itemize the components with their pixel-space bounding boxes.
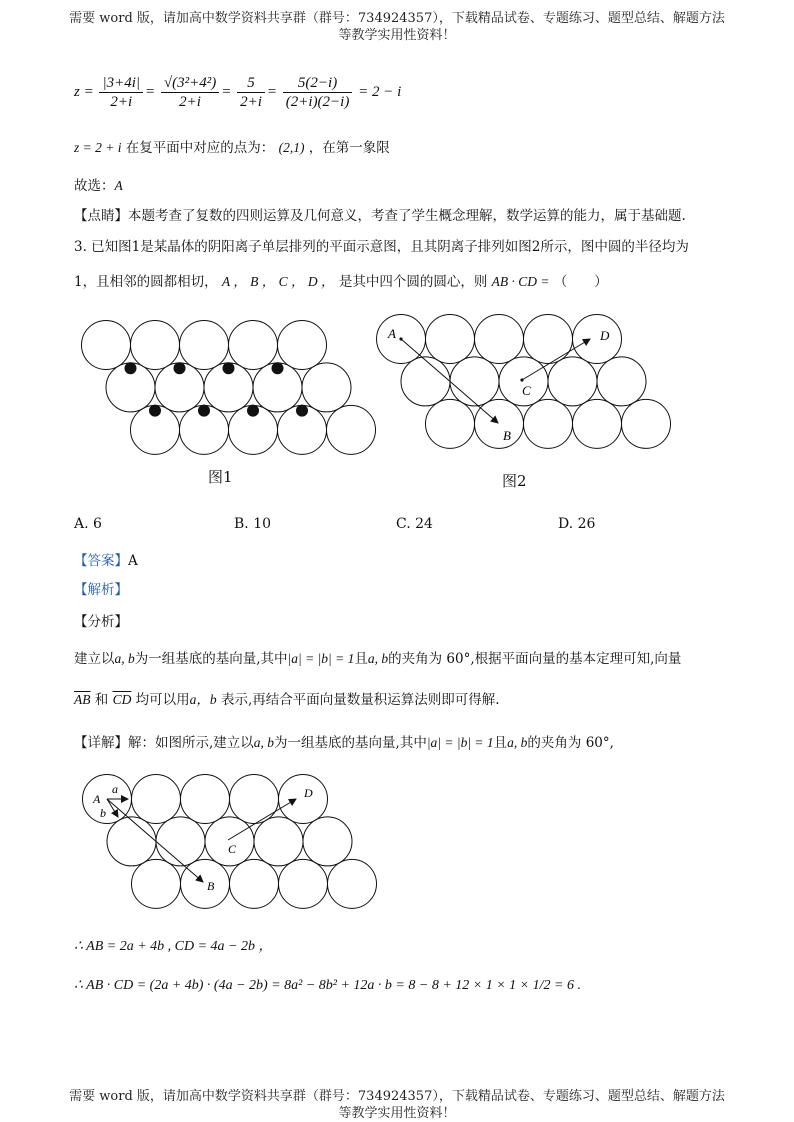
z-label: z = (74, 83, 94, 100)
conj-tail: ，在第一象限 (308, 140, 390, 156)
lattice-circle (156, 817, 205, 866)
vector-ab-arrow-3 (107, 799, 203, 882)
label-a-vec: a (112, 782, 118, 796)
footer-line-1: 需要 word 版，请加高中数学资料共享群（群号：734924357），下载精品试卷、专题练习、题型总结、解题方法 (69, 1089, 725, 1104)
vector-cd-arrow-3 (228, 799, 296, 840)
label-b-vec: b (100, 806, 106, 820)
answer-value: A (128, 553, 138, 569)
fenxi-line-1: 建立以a, b为一组基底的基向量,其中|a| = |b| = 1且a, b的夹角为 60°,根据平面向量的基本定理可知,向量 (74, 651, 682, 667)
conj-point: (2,1) (278, 140, 305, 155)
lattice-circle (132, 775, 181, 824)
figure-2-caption: 图2 (502, 472, 527, 490)
lattice-circle (230, 775, 279, 824)
lattice-circle (230, 859, 279, 908)
comment-text: 本题考查了复数的四则运算及几何意义，考查了学生概念理解，数学运算的能力，属于基础题. (128, 208, 686, 224)
lattice-circle (328, 859, 377, 908)
z-equation: z = $\frac{|3+4i|}{2+i}$ = $\frac{\text{√(3²+4²)}}{2+i}$ = $\frac{5}{2+i}$ = $\frac{5(2-i)}{(2+i)(2-i)}$ = 2 − i (74, 75, 402, 110)
label-A: A (388, 326, 396, 341)
header-line-2: 等教学实用性资料！ (338, 28, 456, 43)
option-d[interactable]: D. 26 (558, 516, 596, 532)
lattice-circle (132, 859, 181, 908)
lattice-circle (279, 859, 328, 908)
fenxi-tag: 【分析】 (74, 614, 128, 630)
question-points: A ， B ， C ， D ， (221, 274, 335, 289)
label-C-3: C (228, 842, 237, 856)
lattice-circle (303, 817, 352, 866)
frac-2: $\frac{\text{√(3²+4²)}}{2+i}$ (161, 74, 219, 111)
label-C: C (522, 383, 531, 398)
detail-tag: 【详解】 (74, 735, 128, 751)
lattice-circle (181, 859, 230, 908)
z-result: = 2 − i (358, 83, 402, 100)
question-line-2: 1，且相邻的圆都相切， A ， B ， C ， D ， 是其中四个圆的圆心，则 AB · CD = （ ） (74, 274, 608, 290)
label-B: B (503, 428, 511, 443)
conj-expr: z = 2 + i (74, 140, 122, 155)
frac-4: $\frac{5(2-i)}{(2+i)(2-i)}$ (283, 74, 353, 111)
lattice-circle (279, 775, 328, 824)
equation-1: ∴ AB = 2a + 4b , CD = 4a − 2b ， (74, 939, 273, 954)
figure-1-caption: 图1 (208, 468, 233, 486)
label-B-3: B (207, 879, 215, 893)
comment-tag: 【点睛】 (74, 208, 128, 224)
analysis-tag: 【解析】 (74, 582, 128, 598)
question-line-1: 3. 已知图1是某晶体的阴阳离子单层排列的平面示意图，且其阴离子排列如图2所示，图中圆的半径均为 (74, 239, 689, 255)
option-b[interactable]: B. 10 (234, 516, 272, 532)
vector-b-arrow (107, 799, 118, 817)
fenxi-line-2: $\overline{AB}$ 和 $\overline{CD}$ 均可以用a，b 表示,再结合平面向量数量积运算法则即可得解. (74, 692, 500, 708)
frac-3: $\frac{5}{2+i}$ (237, 74, 265, 111)
footer-line-2: 等教学实用性资料！ (338, 1106, 456, 1121)
choose-answer: A (114, 178, 123, 193)
label-D-3: D (304, 786, 313, 800)
option-a[interactable]: A. 6 (74, 516, 102, 532)
frac-1: $\frac{|3+4i|}{2+i}$ (99, 74, 143, 111)
lattice-circle (107, 817, 156, 866)
answer-tag: 【答案】 (74, 553, 128, 569)
page-footer (0, 1088, 794, 1122)
option-c[interactable]: C. 24 (396, 516, 433, 532)
header-line-1: 需要 word 版，请加高中数学资料共享群（群号：734924357），下载精品试卷、专题练习、题型总结、解题方法 (69, 11, 725, 26)
label-A-3: A (93, 792, 101, 806)
lattice-circle (254, 817, 303, 866)
lattice-circle (181, 775, 230, 824)
detail-line: 【详解】解：如图所示,建立以a, b为一组基底的基向量,其中|a| = |b| = 1且a, b的夹角为 60°, (74, 735, 614, 751)
label-D: D (600, 328, 610, 343)
question-expr: AB · CD = (491, 274, 550, 289)
equation-2: ∴ AB · CD = (2a + 4b) · (4a − 2b) = 8a² − 8b² + 12a · b = 8 − 8 + 12 × 1 × 1 × 1/2 = 6 . (74, 978, 581, 993)
question-paren: （ ） (553, 274, 608, 290)
conj-text: 在复平面中对应的点为： (125, 140, 275, 156)
choose-line: 故选：A (74, 178, 123, 194)
